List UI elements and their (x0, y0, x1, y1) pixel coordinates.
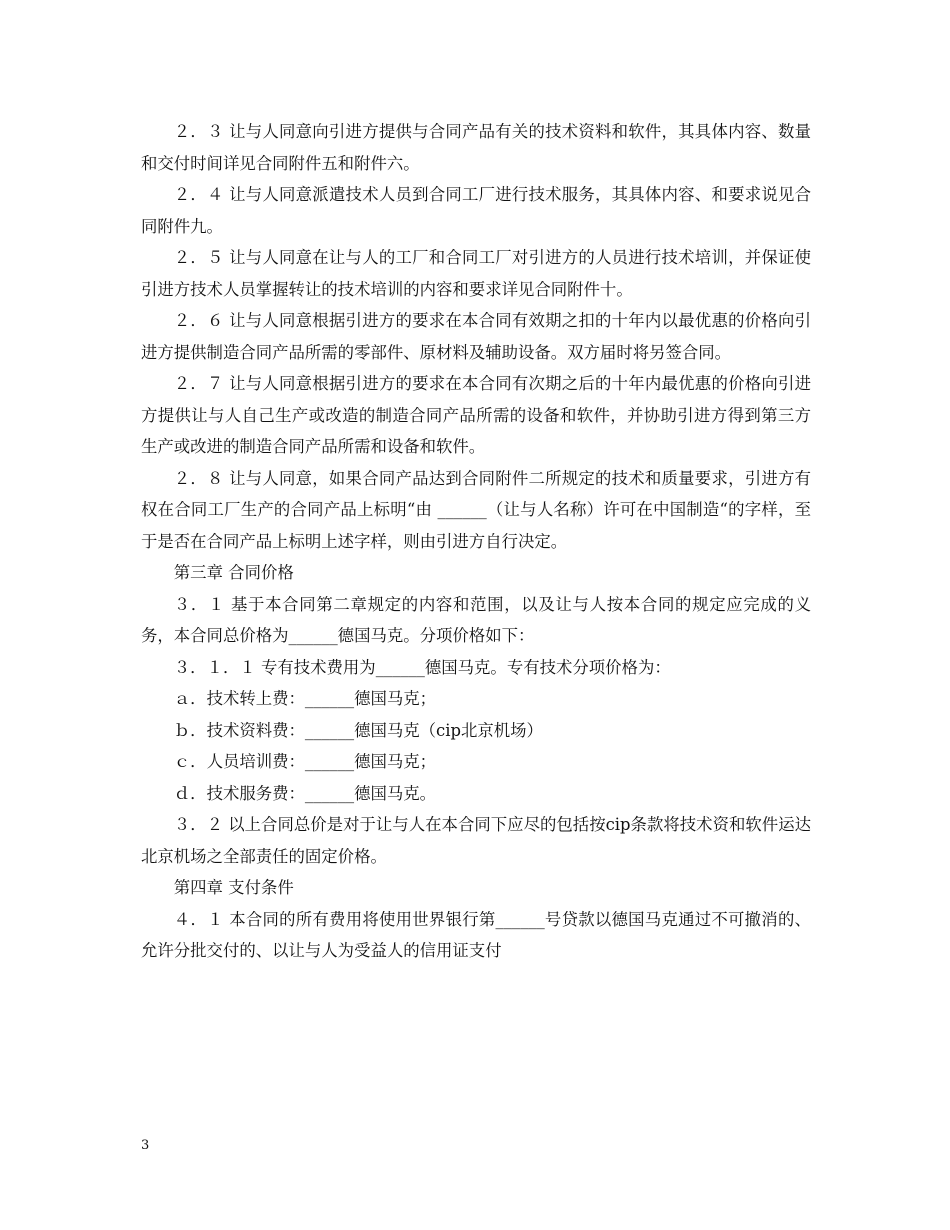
item-d: ｄ．技术服务费：______德国马克。 (173, 783, 437, 803)
item-c: ｃ．人员培训费：______德国马克； (173, 752, 437, 771)
chapter-4-heading: 第四章 支付条件 (173, 878, 294, 897)
item-b: ｂ．技术资料费：______德国马克（cip北京机场） (173, 720, 543, 740)
document-body (141, 116, 811, 967)
clause-2-5: ２．５ 让与人同意在让与人的工厂和合同工厂对引进方的人员进行技术培训，并保证使引进方技术人员掌握转让的技术培训的内容和要求详见合同附件十。 (141, 248, 811, 299)
clause-2-3: ２．３ 让与人同意向引进方提供与合同产品有关的技术资料和软件，其具体内容、数量和交付时间详见合同附件五和附件六。 (141, 122, 811, 173)
clause-3-1-1: ３．１．１ 专有技术费用为______德国马克。专有技术分项价格为： (173, 657, 671, 677)
chapter-3-heading: 第三章 合同价格 (173, 563, 294, 582)
clause-3-1: ３．１ 基于本合同第二章规定的内容和范围，以及让与人按本合同的规定应完成的义务，本合同总价格为______德国马克。分项价格如下： (141, 594, 811, 645)
clause-3-2: ３．２ 以上合同总价是对于让与人在本合同下应尽的包括按cip条款将技术资和软件运达北京机场之全部责任的固定价格。 (141, 815, 811, 866)
page-number: 3 (141, 1138, 150, 1153)
clause-2-8: ２．８ 让与人同意，如果合同产品达到合同附件二所规定的技术和质量要求，引进方有权在合同工厂生产的合同产品上标明“由 ______（让与人名称）许可在中国制造“的字样，至于是否在合同产品上标明上述字样，则由引进方自行决定。 (141, 468, 811, 551)
clause-2-6: ２．６ 让与人同意根据引进方的要求在本合同有效期之扣的十年内以最优惠的价格向引进方提供制造合同产品所需的零部件、原材料及辅助设备。双方届时将另签合同。 (141, 311, 811, 362)
item-a: ａ．技术转上费：______德国马克； (173, 689, 437, 708)
clause-2-7: ２．７ 让与人同意根据引进方的要求在本合同有次期之后的十年内最优惠的价格向引进方提供让与人自己生产或改造的制造合同产品所需的设备和软件，并协助引进方得到第三方生产或改进的制造合同产品所需和设备和软件。 (141, 374, 811, 456)
clause-4-1: ４．１ 本合同的所有费用将使用世界银行第______号贷款以德国马克通过不可撤消的、允许分批交付的、以让与人为受益人的信用证支付 (141, 909, 811, 960)
clause-2-4: ２．４ 让与人同意派遣技术人员到合同工厂进行技术服务，其具体内容、和要求说见合同附件九。 (141, 185, 811, 236)
